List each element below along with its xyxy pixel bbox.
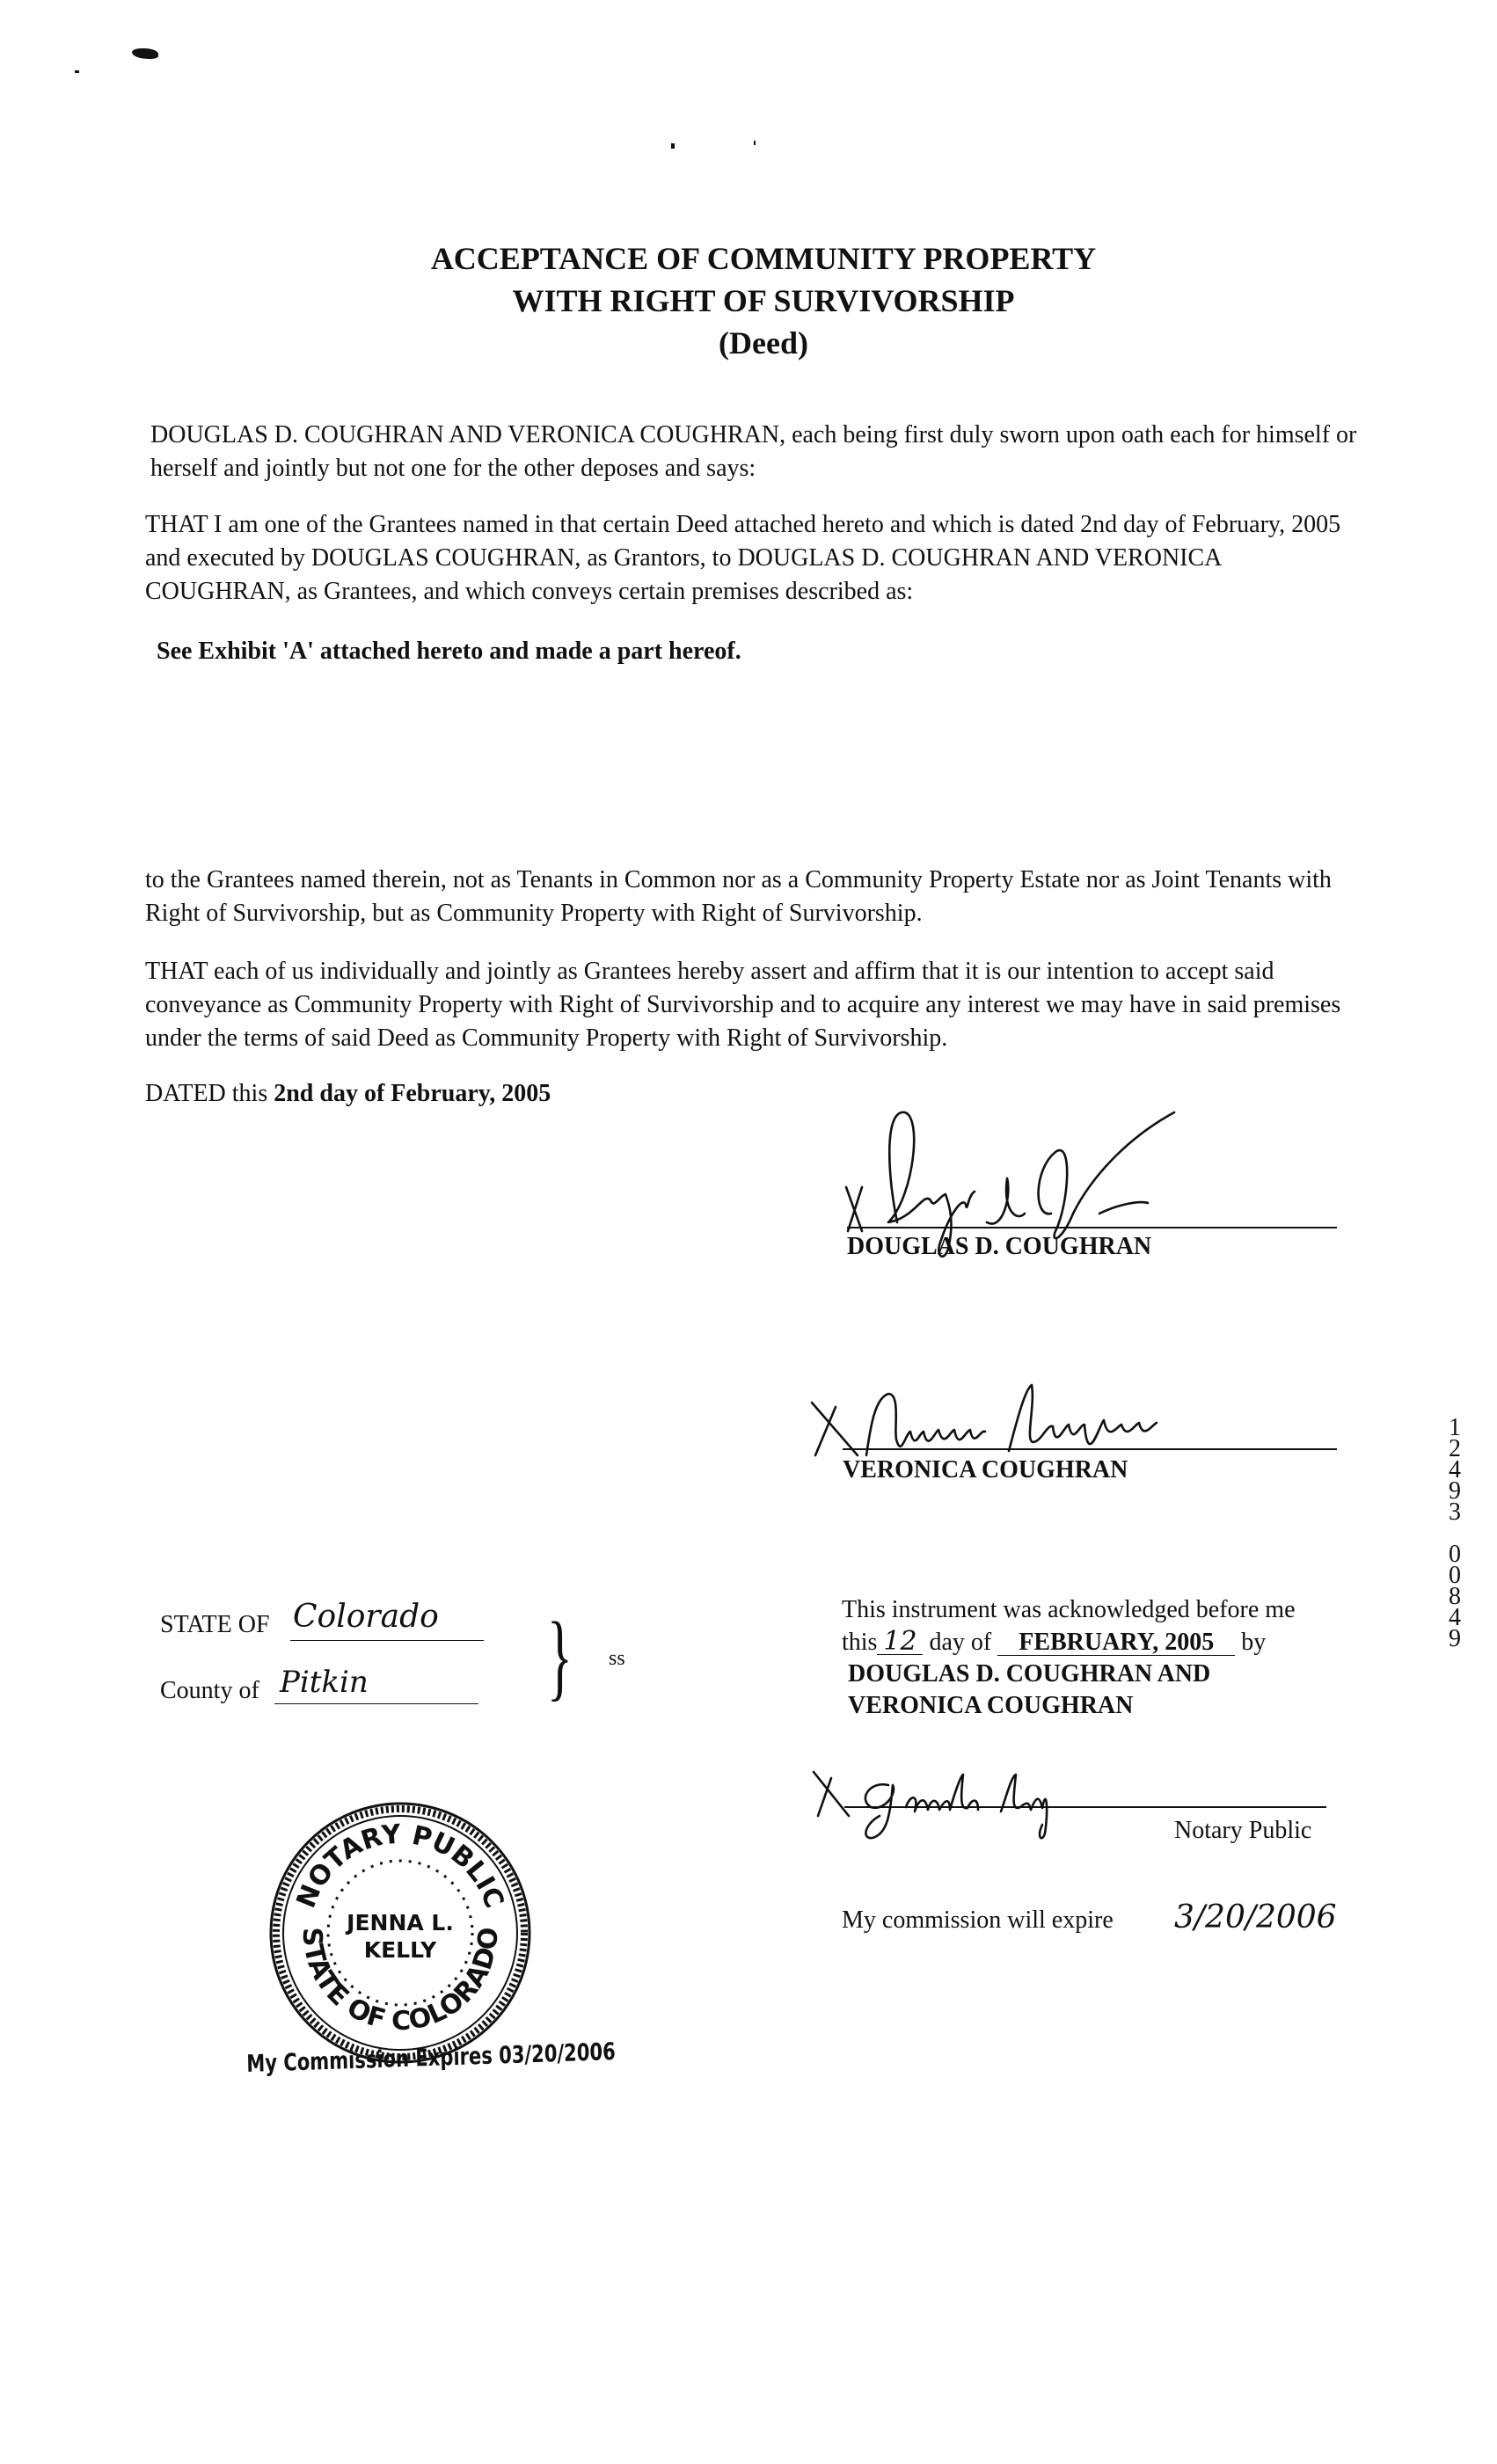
signer-name-2: VERONICA COUGHRAN: [843, 1456, 1128, 1484]
signature-line-1: [847, 1227, 1337, 1228]
signature-veronica: [805, 1372, 1209, 1469]
notary-public-label: Notary Public: [1174, 1817, 1312, 1844]
recording-number: 1 2 4 9 3 0 0 8 4 9: [1449, 1414, 1461, 1652]
seal-top-arc: NOTARY PUBLIC: [290, 1819, 510, 1913]
document-title-line3: (Deed): [719, 325, 808, 361]
exhibit-reference: See Exhibit 'A' attached hereto and made a part hereof.: [157, 638, 741, 665]
seal-bottom-arc: STATE OF COLORADO: [296, 1926, 505, 2038]
county-line: [274, 1703, 478, 1704]
commission-value: 3/20/2006: [1174, 1899, 1337, 1935]
tenancy-paragraph: to the Grantees named therein, not as Tenants in Common nor as a Community Property Estate nor as Joint Tenants with Right of Survivorship, but as Community Property with Right of Survivorship.: [145, 866, 1332, 927]
seal-name-line2: KELLY: [363, 1937, 437, 1963]
commission-label: My commission will expire: [842, 1906, 1114, 1934]
acknowledgment-line2: this 12 day of FEBRUARY, 2005 by: [842, 1626, 1267, 1657]
affiant-paragraph: DOUGLAS D. COUGHRAN AND VERONICA COUGHRAN, each being first duly sworn upon oath each for himself or herself and jointly but not one for the other deposes and says:: [150, 421, 1357, 482]
stamp-caption: My Commission Expires 03/20/2006: [246, 2038, 617, 2078]
county-label: County of: [160, 1677, 259, 1704]
scan-speck: [132, 48, 158, 59]
state-value: Colorado: [293, 1599, 439, 1635]
notary-seal: [268, 1801, 532, 2065]
acknowledged-names-2: VERONICA COUGHRAN: [848, 1692, 1134, 1719]
seal-name-line1: JENNA L.: [347, 1910, 454, 1935]
signature-line-2: [843, 1448, 1337, 1450]
venue-ss: ss: [609, 1647, 625, 1670]
grantee-paragraph: THAT I am one of the Grantees named in that certain Deed attached hereto and which is dated 2nd day of February, 2005 and executed by DOUGLAS COUGHRAN, as Grantors, to DOUGLAS D. COUGHRAN AND VERONICA COUGHRAN, as Grantees, and which conveys certain premises described as:: [145, 511, 1341, 605]
signature-douglas: [836, 1099, 1205, 1301]
document-title-line1: ACCEPTANCE OF COMMUNITY PROPERTY: [430, 241, 1097, 276]
day-value: 12: [877, 1629, 923, 1655]
acknowledgment-line1: This instrument was acknowledged before me: [842, 1596, 1296, 1623]
state-line: [290, 1640, 484, 1641]
affirmation-paragraph: THAT each of us individually and jointly as Grantees hereby assert and affirm that it is our intention to accept said conveyance as Community Property with Right of Survivorship and to acquire any interest we may have in said premises under the terms of said Deed as Community Property with Right of Survivorship.: [145, 958, 1341, 1052]
venue-brace: }: [546, 1602, 573, 1709]
signer-name-1: DOUGLAS D. COUGHRAN: [847, 1233, 1152, 1260]
acknowledged-names-1: DOUGLAS D. COUGHRAN AND: [848, 1660, 1211, 1688]
state-label: STATE OF: [160, 1611, 270, 1638]
notary-signature-line: [844, 1806, 1326, 1808]
document-title-line2: WITH RIGHT OF SURVIVORSHIP: [512, 283, 1015, 318]
month-year: FEBRUARY, 2005: [997, 1630, 1235, 1656]
dated-prefix: DATED this: [145, 1080, 274, 1107]
scan-speck: [75, 70, 79, 73]
dated-date: 2nd day of February, 2005: [274, 1080, 551, 1107]
scan-speck: [754, 141, 756, 145]
scan-speck: [671, 143, 675, 149]
county-value: Pitkin: [280, 1665, 369, 1700]
